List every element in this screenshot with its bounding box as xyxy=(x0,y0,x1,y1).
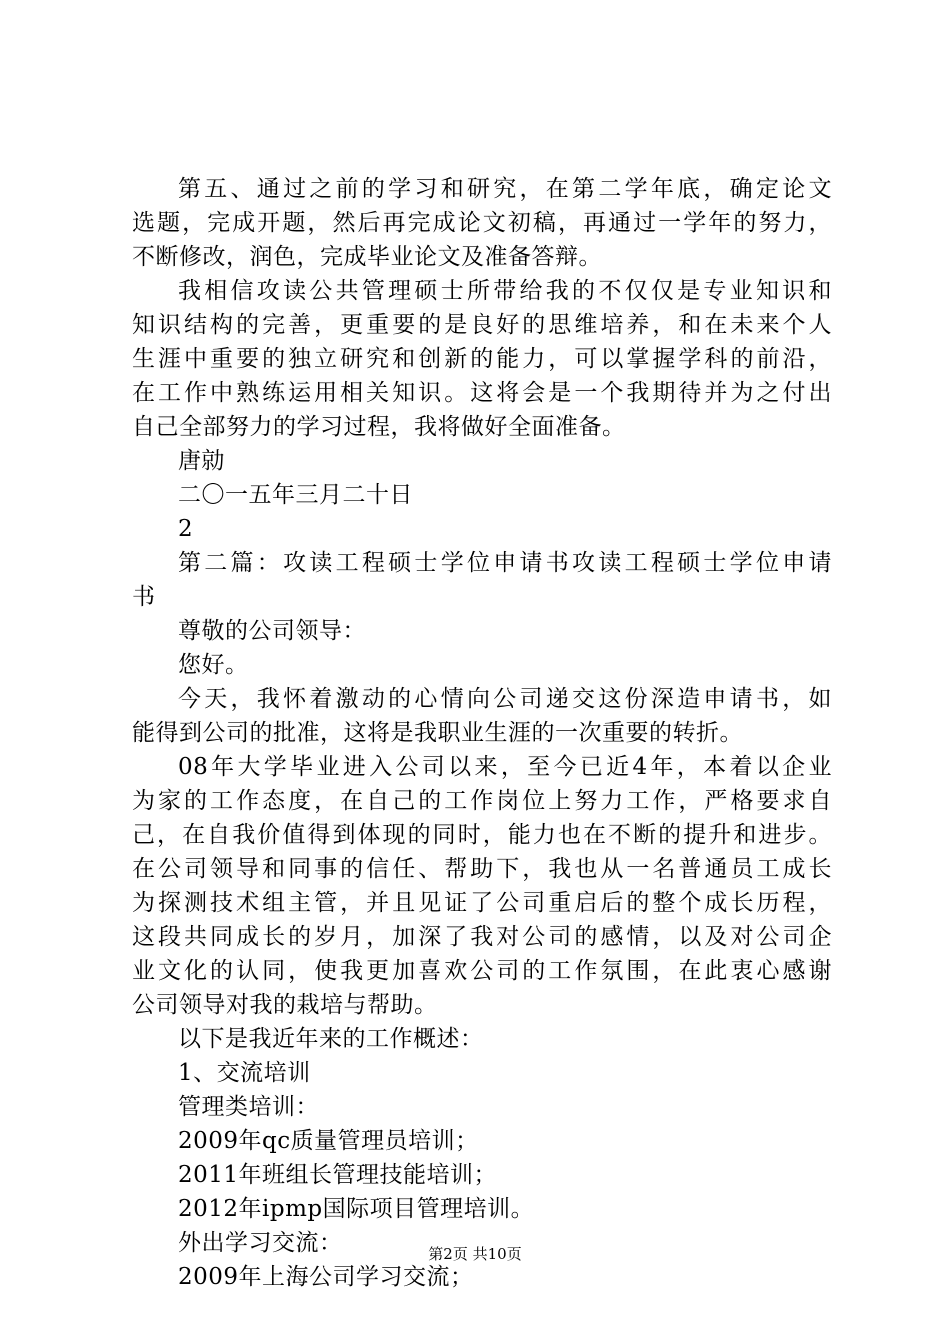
document-body xyxy=(132,172,832,1294)
paragraph-line: 在工作中熟练运用相关知识。这将会是一个我期待并为之付出 xyxy=(132,380,832,406)
section-title: 第二篇：攻读工程硕士学位申请书攻读工程硕士学位申请 xyxy=(178,550,832,576)
list-subheading: 外出学习交流： xyxy=(178,1230,343,1256)
list-subheading: 管理类培训： xyxy=(178,1094,319,1120)
paragraph-line: 第五、通过之前的学习和研究，在第二学年底，确定论文 xyxy=(178,176,832,202)
list-item: 2009年上海公司学习交流； xyxy=(178,1264,474,1290)
paragraph-line: 选题，完成开题，然后再完成论文初稿，再通过一学年的努力， xyxy=(132,210,832,236)
list-item: 2012年ipmp国际项目管理培训。 xyxy=(178,1196,535,1222)
paragraph-line: 为家的工作态度，在自己的工作岗位上努力工作，严格要求自 xyxy=(132,788,832,814)
list-item: 2009年qc质量管理员培训； xyxy=(178,1128,479,1154)
list-intro: 以下是我近年来的工作概述： xyxy=(178,1026,484,1052)
paragraph-line: 业文化的认同，使我更加喜欢公司的工作氛围，在此衷心感谢 xyxy=(132,958,832,984)
paragraph-line: 公司领导对我的栽培与帮助。 xyxy=(132,992,438,1018)
paragraph-line: 08年大学毕业进入公司以来，至今已近4年，本着以企业 xyxy=(178,754,832,780)
greeting: 您好。 xyxy=(178,652,249,678)
signature-date: 二〇一五年三月二十日 xyxy=(178,482,413,508)
paragraph-line: 在公司领导和同事的信任、帮助下，我也从一名普通员工成长 xyxy=(132,856,832,882)
paragraph-line: 为探测技术组主管，并且见证了公司重启后的整个成长历程， xyxy=(132,890,832,916)
paragraph-line: 自己全部努力的学习过程，我将做好全面准备。 xyxy=(132,414,626,440)
page-footer: 第2页 共10页 xyxy=(428,1245,522,1263)
list-item: 2011年班组长管理技能培训； xyxy=(178,1162,498,1188)
paragraph-line: 己，在自我价值得到体现的同时，能力也在不断的提升和进步。 xyxy=(132,822,832,848)
paragraph-line: 今天，我怀着激动的心情向公司递交这份深造申请书，如 xyxy=(178,686,832,712)
paragraph-line: 能得到公司的批准，这将是我职业生涯的一次重要的转折。 xyxy=(132,720,743,746)
paragraph-line: 知识结构的完善，更重要的是良好的思维培养，和在未来个人 xyxy=(132,312,832,338)
paragraph-line: 这段共同成长的岁月，加深了我对公司的感情，以及对公司企 xyxy=(132,924,832,950)
paragraph-line: 不断修改，润色，完成毕业论文及准备答辩。 xyxy=(132,244,602,270)
section-number: 2 xyxy=(178,516,194,542)
signature-name: 唐勍 xyxy=(178,448,225,474)
paragraph-line: 我相信攻读公共管理硕士所带给我的不仅仅是专业知识和 xyxy=(178,278,832,304)
list-heading: 1、交流培训 xyxy=(178,1060,311,1086)
salutation: 尊敬的公司领导： xyxy=(178,618,366,644)
section-title-continued: 书 xyxy=(132,584,156,610)
paragraph-line: 生涯中重要的独立研究和创新的能力，可以掌握学科的前沿， xyxy=(132,346,832,372)
